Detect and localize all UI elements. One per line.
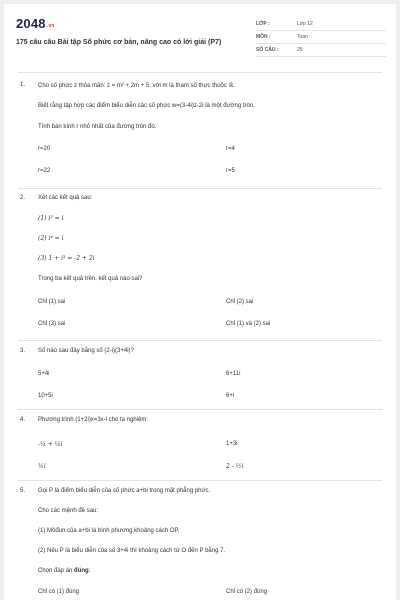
answer-option-d[interactable]: 2 - ½i [226, 463, 244, 470]
statement-3: (3) 1 + i³ = -2 + 2i [38, 255, 95, 262]
answer-option-a[interactable]: 5+4i [38, 371, 50, 377]
meta-row-subject [256, 31, 386, 44]
divider [18, 340, 382, 341]
question-text: Số nào sau đây bằng số (2-i)(3+4i)? [38, 348, 134, 354]
question-text: Trong ba kết quả trên, kết quả nào sai? [38, 276, 143, 282]
meta-label: LỚP : [256, 21, 270, 27]
answer-option-c[interactable]: 10+5i [38, 393, 53, 399]
meta-value: Lớp 12 [297, 21, 313, 27]
answer-option-b[interactable]: 1+3i [226, 441, 238, 447]
answer-option-c[interactable]: r=22 [38, 168, 51, 174]
meta-label: SỐ CÂU : [256, 47, 279, 53]
question-number: 2. [20, 195, 26, 201]
answer-option-c[interactable]: Chỉ (3) sai [38, 321, 66, 327]
question-text: Cho số phức z thỏa mãn: z = m² + 2m + 5, với m là tham số thực thuộc ℝ. [38, 83, 235, 89]
document-page [4, 4, 396, 600]
question-text: Biết rằng tập hợp các điểm biểu diễn các số phức w=(3-4i)z-2i là một đường tròn. [38, 103, 255, 109]
logo-text: 2048 [16, 16, 46, 31]
meta-value: Toán [297, 34, 308, 40]
meta-label: MÔN : [256, 34, 271, 40]
answer-option-d[interactable]: Chỉ (1) và (2) sai [226, 321, 271, 327]
divider [18, 188, 382, 189]
instruction-text: Chọn đáp án [38, 568, 75, 574]
instruction [38, 568, 90, 574]
answer-option-b[interactable]: 6+11i [226, 371, 241, 377]
answer-option-a[interactable]: -¼ + ¼i [38, 441, 63, 448]
divider [18, 72, 382, 73]
question-number: 1. [20, 82, 26, 88]
question-number: 4. [20, 417, 26, 423]
answer-option-d[interactable]: 6+i [226, 393, 235, 399]
page-title: 175 câu câu Bài tập Số phức cơ bản, nâng cao có lời giải (P7) [16, 39, 222, 46]
site-logo[interactable] [16, 16, 55, 31]
meta-row-count [256, 44, 386, 57]
logo-domain: .vn [46, 23, 55, 29]
statement-1: (1) i³ = i [38, 215, 64, 222]
instruction-suffix: : [88, 568, 91, 574]
answer-option-b[interactable]: Chỉ (2) sai [226, 299, 254, 305]
answer-option-a[interactable]: Chỉ có (1) đúng [38, 589, 80, 595]
question-number: 3. [20, 348, 26, 354]
statement-2: (2) Nếu P là biểu diễn của số 3+4i thì khoảng cách từ O đến P bằng 7. [38, 548, 226, 554]
divider [18, 480, 382, 481]
statement-1: (1) Môđun của a+bi là bình phương khoảng cách OP. [38, 528, 180, 534]
question-text: Tính bán kính r nhỏ nhất của đường tròn đó. [38, 124, 157, 130]
statement-2: (2) i⁴ = i [38, 235, 64, 242]
instruction-emphasis: đúng [74, 568, 89, 574]
answer-option-b[interactable]: Chỉ có (2) đúng [226, 589, 268, 595]
meta-row-class [256, 18, 386, 31]
answer-option-d[interactable]: r=5 [226, 168, 235, 174]
answer-option-c[interactable]: ½i [38, 463, 46, 470]
question-text: Gọi P là điểm biểu diễn của số phức a+bi trong mặt phẳng phức. [38, 488, 211, 494]
divider [18, 409, 382, 410]
meta-value: 25 [297, 47, 303, 53]
question-text: Xét các kết quả sau: [38, 195, 93, 201]
question-text: Cho các mệnh đề sau: [38, 508, 99, 514]
meta-info [256, 18, 386, 57]
question-number: 5. [20, 488, 26, 494]
question-text: Phương trình (1+2i)x=3x-i cho ta nghiệm: [38, 417, 149, 423]
answer-option-a[interactable]: r=20 [38, 146, 51, 152]
answer-option-a[interactable]: Chỉ (1) sai [38, 299, 66, 305]
answer-option-b[interactable]: r=4 [226, 146, 235, 152]
header [16, 14, 386, 64]
